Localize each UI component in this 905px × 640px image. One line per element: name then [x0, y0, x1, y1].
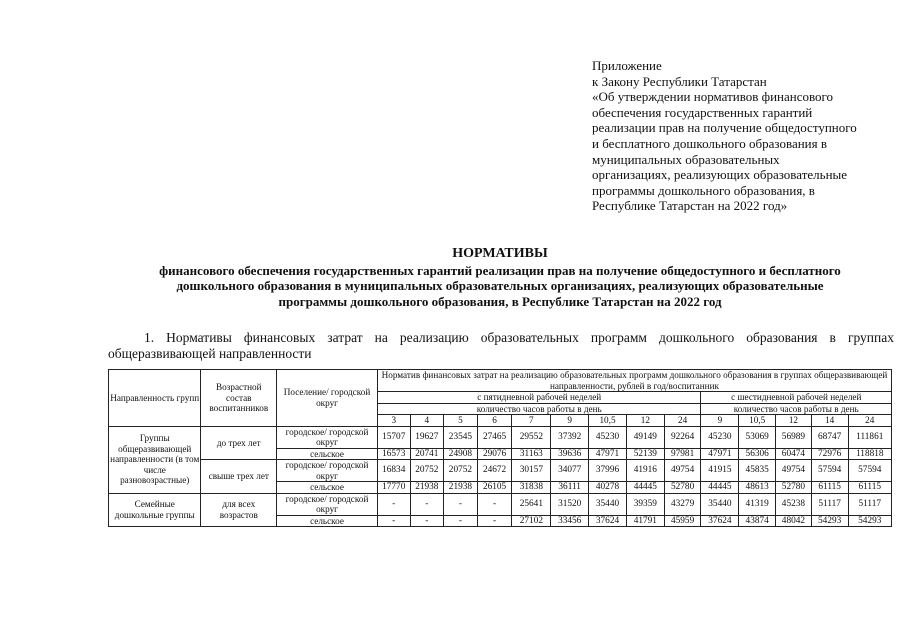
appendix-line: организациях, реализующих образовательные [592, 167, 848, 183]
value-cell: 56306 [739, 448, 776, 460]
group-direction-cell: Семейные дошкольные группы [109, 493, 201, 527]
hours-6-header: 24 [848, 415, 891, 427]
value-cell: 41791 [626, 515, 664, 527]
value-cell: 27465 [477, 426, 512, 448]
value-cell: 20741 [410, 448, 444, 460]
value-cell: - [377, 493, 410, 515]
value-cell: - [477, 515, 512, 527]
value-cell: 24672 [477, 460, 512, 482]
appendix-line: обеспечения государственных гарантий [592, 104, 813, 120]
appendix-line: Республике Татарстан на 2022 год» [592, 198, 788, 214]
age-cell: свыше трех лет [201, 460, 277, 494]
value-cell: 20752 [444, 460, 478, 482]
value-cell: 31163 [512, 448, 551, 460]
value-cell: 33456 [551, 515, 589, 527]
value-cell: 21938 [444, 482, 478, 494]
table-row [109, 460, 892, 482]
appendix-line: к Закону Республики Татарстан [592, 73, 767, 89]
value-cell: 44445 [626, 482, 664, 494]
value-cell: 39636 [551, 448, 589, 460]
title-line-1: финансового обеспечения государственных гарантий реализации прав на получение общедоступного и бесплатного [159, 262, 841, 278]
hours-5-header: 12 [626, 415, 664, 427]
value-cell: - [410, 515, 444, 527]
header-hours-label-6: количество часов работы в день [701, 403, 892, 415]
header-settlement: Поселение/ городской округ [277, 370, 378, 427]
age-cell: для всех возрастов [201, 493, 277, 527]
value-cell: 56989 [776, 426, 812, 448]
value-cell: 29552 [512, 426, 551, 448]
appendix-line: «Об утверждении нормативов финансового [592, 89, 834, 105]
value-cell: 47971 [589, 448, 627, 460]
value-cell: 20752 [410, 460, 444, 482]
value-cell: 41319 [739, 493, 776, 515]
hours-5-header: 24 [664, 415, 701, 427]
value-cell: 61115 [811, 482, 848, 494]
value-cell: 26105 [477, 482, 512, 494]
value-cell: 49754 [776, 460, 812, 482]
value-cell: - [444, 515, 478, 527]
value-cell: 118818 [848, 448, 891, 460]
appendix-header [592, 58, 892, 214]
norms-table [108, 369, 892, 527]
value-cell: 31838 [512, 482, 551, 494]
section-paragraph: 1. Нормативы финансовых затрат на реализацию образовательных программ дошкольного образования в группах общеразвивающей направленности [108, 330, 894, 361]
age-cell: до трех лет [201, 426, 277, 460]
value-cell: 41916 [626, 460, 664, 482]
document-title [100, 246, 900, 309]
value-cell: 45238 [776, 493, 812, 515]
table-row [109, 493, 892, 515]
value-cell: 21938 [410, 482, 444, 494]
value-cell: 37624 [701, 515, 739, 527]
settlement-cell: сельское [277, 515, 378, 527]
hours-5-header: 10,5 [589, 415, 627, 427]
appendix-line: Приложение [592, 58, 662, 73]
title-line-2: дошкольного образования в муниципальных образовательных организациях, реализующих образовательные [176, 278, 824, 294]
hours-6-header: 12 [776, 415, 812, 427]
value-cell: 60474 [776, 448, 812, 460]
value-cell: 19627 [410, 426, 444, 448]
appendix-line: муниципальных образовательных [592, 151, 780, 167]
title-main: НОРМАТИВЫ [452, 246, 548, 261]
value-cell: - [477, 493, 512, 515]
value-cell: 52780 [776, 482, 812, 494]
value-cell: 54293 [811, 515, 848, 527]
value-cell: 35440 [589, 493, 627, 515]
value-cell: 43279 [664, 493, 701, 515]
value-cell: 111861 [848, 426, 891, 448]
header-norm: Норматив финансовых затрат на реализацию образовательных программ дошкольного образования в группах общеразвивающей направленности, рублей в год/воспитанник [377, 370, 891, 392]
value-cell: 49149 [626, 426, 664, 448]
hours-6-header: 10,5 [739, 415, 776, 427]
value-cell: 39359 [626, 493, 664, 515]
value-cell: 37624 [589, 515, 627, 527]
header-direction: Направленность групп [109, 370, 201, 427]
settlement-cell: городское/ городской округ [277, 460, 378, 482]
value-cell: 43874 [739, 515, 776, 527]
value-cell: 31520 [551, 493, 589, 515]
value-cell: 24908 [444, 448, 478, 460]
value-cell: 52780 [664, 482, 701, 494]
value-cell: 72976 [811, 448, 848, 460]
header-age: Возрастной состав воспитанников [201, 370, 277, 427]
value-cell: 44445 [701, 482, 739, 494]
value-cell: 97981 [664, 448, 701, 460]
appendix-line: реализации прав на получение общедоступного [592, 120, 857, 136]
title-line-3: программы дошкольного образования, в Республике Татарстан на 2022 год [278, 293, 722, 309]
value-cell: 29076 [477, 448, 512, 460]
value-cell: 68747 [811, 426, 848, 448]
value-cell: 36111 [551, 482, 589, 494]
group-direction-cell: Группы общеразвивающей направленности (в том числе разновозрастные) [109, 426, 201, 493]
settlement-cell: сельское [277, 482, 378, 494]
hours-5-header: 5 [444, 415, 478, 427]
value-cell: 37996 [589, 460, 627, 482]
value-cell: 49754 [664, 460, 701, 482]
header-hours-label-5: количество часов работы в день [377, 403, 701, 415]
appendix-line: и бесплатного дошкольного образования в [592, 135, 827, 151]
hours-5-header: 3 [377, 415, 410, 427]
value-cell: 48613 [739, 482, 776, 494]
value-cell: 23545 [444, 426, 478, 448]
value-cell: 61115 [848, 482, 891, 494]
value-cell: 41915 [701, 460, 739, 482]
value-cell: 92264 [664, 426, 701, 448]
value-cell: 47971 [701, 448, 739, 460]
value-cell: 52139 [626, 448, 664, 460]
value-cell: 45835 [739, 460, 776, 482]
value-cell: 45959 [664, 515, 701, 527]
header-five-day: с пятидневной рабочей неделей [377, 392, 701, 404]
value-cell: 30157 [512, 460, 551, 482]
hours-6-header: 9 [701, 415, 739, 427]
value-cell: 37392 [551, 426, 589, 448]
value-cell: 16573 [377, 448, 410, 460]
value-cell: 57594 [811, 460, 848, 482]
value-cell: - [444, 493, 478, 515]
hours-6-header: 14 [811, 415, 848, 427]
value-cell: 15707 [377, 426, 410, 448]
value-cell: 25641 [512, 493, 551, 515]
value-cell: 34077 [551, 460, 589, 482]
settlement-cell: городское/ городской округ [277, 493, 378, 515]
value-cell: 35440 [701, 493, 739, 515]
value-cell: 54293 [848, 515, 891, 527]
value-cell: 51117 [848, 493, 891, 515]
value-cell: 17770 [377, 482, 410, 494]
value-cell: 51117 [811, 493, 848, 515]
value-cell: 40278 [589, 482, 627, 494]
hours-5-header: 6 [477, 415, 512, 427]
value-cell: 48042 [776, 515, 812, 527]
value-cell: 45230 [589, 426, 627, 448]
table-row [109, 426, 892, 448]
hours-5-header: 7 [512, 415, 551, 427]
value-cell: 27102 [512, 515, 551, 527]
settlement-cell: сельское [277, 448, 378, 460]
value-cell: 53069 [739, 426, 776, 448]
header-six-day: с шестидневной рабочей неделей [701, 392, 892, 404]
value-cell: 57594 [848, 460, 891, 482]
appendix-line: программы дошкольного образования, в [592, 182, 815, 198]
value-cell: 45230 [701, 426, 739, 448]
settlement-cell: городское/ городской округ [277, 426, 378, 448]
value-cell: - [410, 493, 444, 515]
value-cell: - [377, 515, 410, 527]
value-cell: 16834 [377, 460, 410, 482]
hours-5-header: 4 [410, 415, 444, 427]
hours-5-header: 9 [551, 415, 589, 427]
